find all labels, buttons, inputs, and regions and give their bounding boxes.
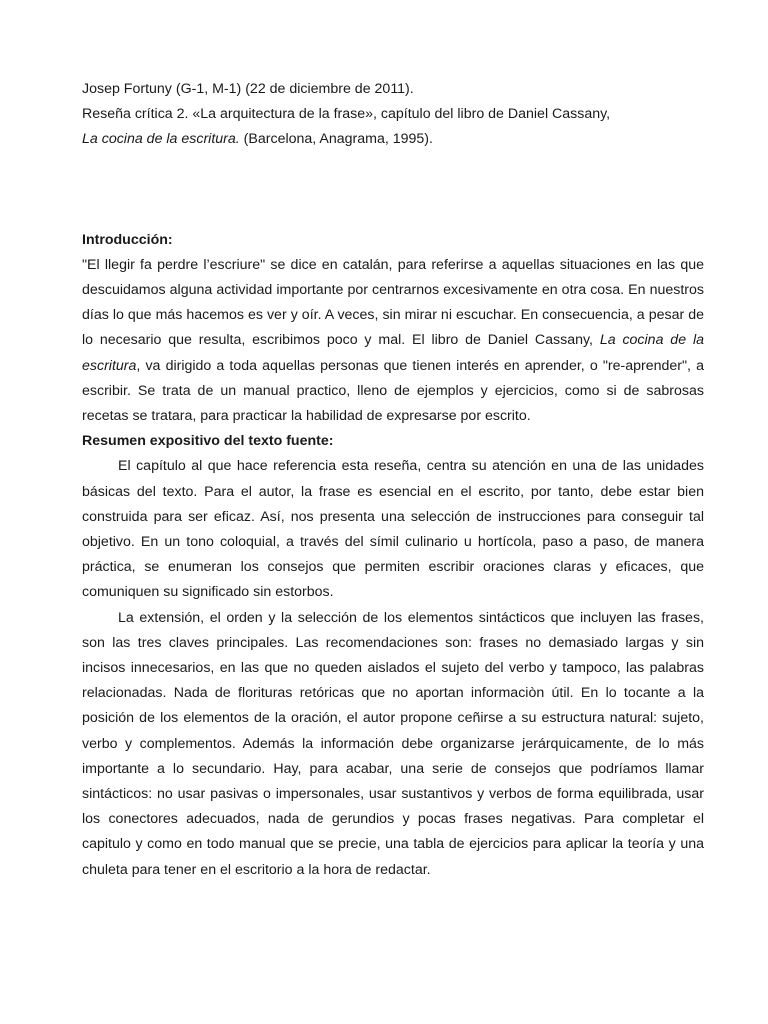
- summary-paragraph-2: La extensión, el orden y la selección de los elementos sintácticos que incluyen las frases, son las tres claves principales. Las recomendaciones son: frases no demasiado largas y sin incisos innecesarios, en las que no queden aislados el sujeto del verbo y tampoco, las palabras relacionadas. Nada de florituras retóricas que no aportan informaciòn útil. En lo tocante a la posición de los elementos de la oración, el autor propone ceñirse a su estructura natural: sujeto, verbo y complementos. Además la información debe organizarse jerárquicamente, de lo más importante a lo secundario. Hay, para acabar, una serie de consejos que podríamos llamar sintácticos: no usar pasivas o impersonales, usar sustantivos y verbos de forma equilibrada, usar los conectores adecuados, nada de gerundios y pocas frases negativas. Para completar el capitulo y como en todo manual que se precie, una tabla de ejercicios para aplicar la teoría y una chuleta para tener en el escritorio a la hora de redactar.: [82, 609, 704, 878]
- intro-heading: Introducción:: [82, 231, 173, 248]
- document-header: [82, 77, 704, 153]
- author-date-line: Josep Fortuny (G-1, M-1) (22 de diciembre de 2011).: [82, 81, 414, 97]
- intro-book-title: La cocina de la escritura: [82, 332, 704, 374]
- intro-paragraph: [82, 253, 704, 429]
- book-title: La cocina de la escritura.: [82, 131, 240, 148]
- book-reference-line: [82, 127, 704, 152]
- summary-paragraph-1: El capítulo al que hace referencia esta reseña, centra su atención en una de las unidades básicas del texto. Para el autor, la frase es esencial en el escrito, por tanto, debe estar bien construida para ser eficaz. Así, nos presenta una selección de instrucciones para conseguir tal objetivo. En un tono coloquial, a través del símil culinario u hortícola, paso a paso, de manera práctica, se enumeran los consejos que permiten escribir oraciones claras y eficaces, que comuniquen su significado sin estorbos.: [82, 458, 704, 601]
- summary-heading: Resumen expositivo del texto fuente:: [82, 433, 334, 450]
- spacer: [82, 153, 704, 228]
- intro-text-part1: "El llegir fa perdre l’escriure" se dice en catalán, para referirse a aquellas situaciones en las que descuidamos alguna actividad importante por centrarnos excesivamente en otra cosa. En nuestros días lo que más hacemos es ver y oír. A veces, sin mirar ni escuchar. En consecuencia, a pesar de lo necesario que resulta, escribimos poco y mal. El libro de Daniel Cassany,: [82, 256, 704, 349]
- publication-info: (Barcelona, Anagrama, 1995).: [239, 131, 433, 148]
- intro-text-part2: , va dirigido a toda aquellas personas que tienen interés en aprender, o "re-aprender", a escribir. Se trata de un manual practico, lleno de ejemplos y ejercicios, como si de sabrosas recetas se tratara, para practicar la habilidad de expresarse por escrito.: [82, 357, 704, 425]
- review-title-line: Reseña crítica 2. «La arquitectura de la frase», capítulo del libro de Daniel Cassany,: [82, 106, 611, 123]
